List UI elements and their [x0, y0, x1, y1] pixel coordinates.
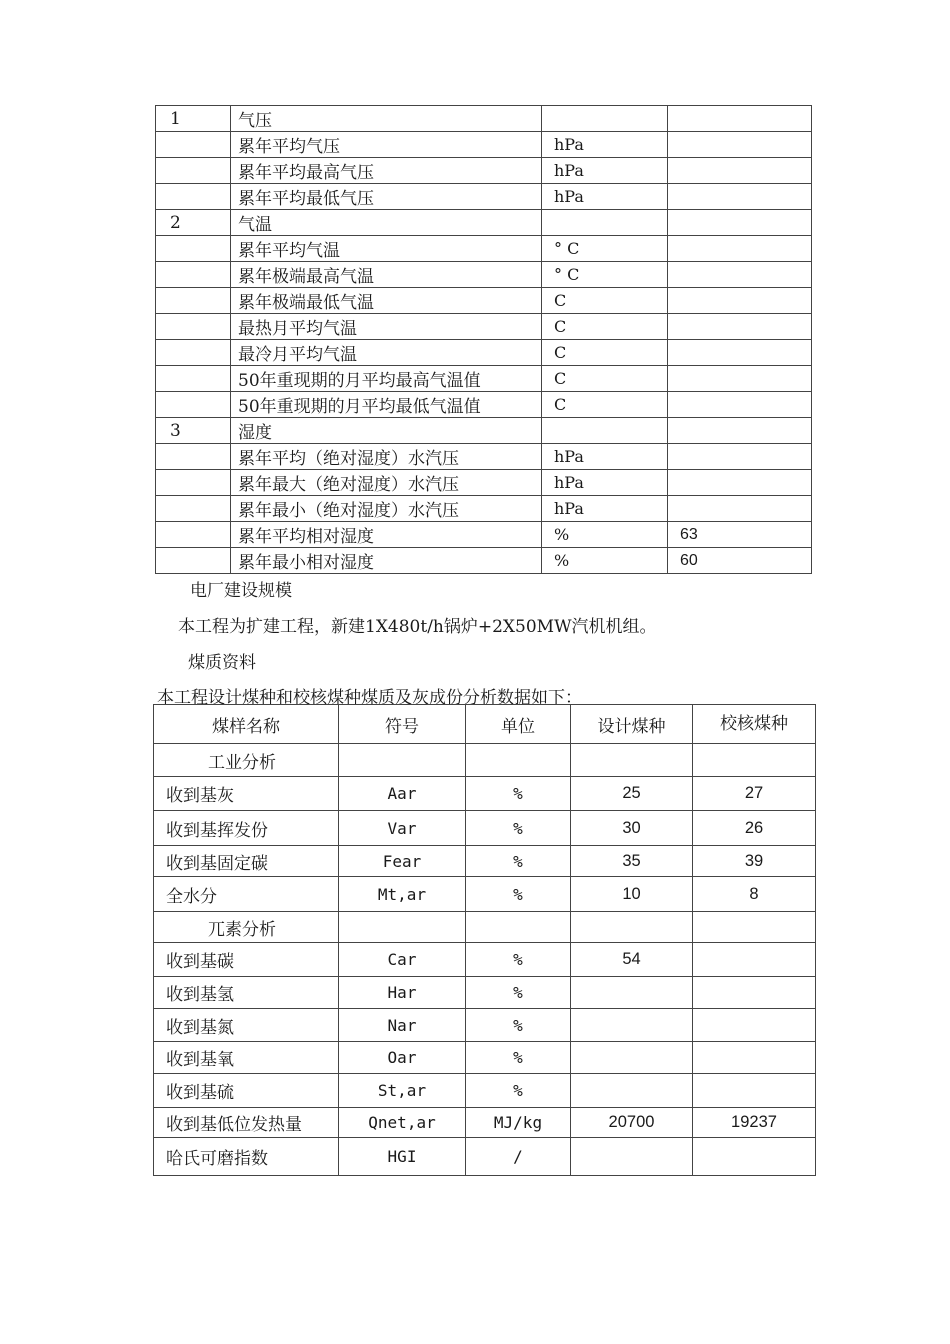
- check-coal-value: 26: [693, 811, 816, 846]
- parameter-unit: [542, 106, 668, 132]
- sample-name: 收到基低位发热量: [154, 1108, 339, 1138]
- parameter-unit: hPa: [542, 132, 668, 158]
- parameter-value: [668, 236, 812, 262]
- table-row: [156, 418, 812, 444]
- parameter-unit: %: [542, 548, 668, 574]
- unit-cell: [466, 744, 571, 777]
- design-coal-value: [571, 1074, 693, 1108]
- header-symbol: 符号: [339, 705, 466, 744]
- table-row: [156, 548, 812, 574]
- symbol-cell: Aar: [339, 777, 466, 811]
- symbol-cell: Fear: [339, 846, 466, 877]
- coal-intro-text: 本工程设计煤种和校核煤种煤质及灰成份分析数据如下：: [157, 688, 582, 708]
- parameter-name: 最热月平均气温: [231, 314, 542, 340]
- parameter-name: 最冷月平均气温: [231, 340, 542, 366]
- row-number: [156, 366, 231, 392]
- parameter-value: [668, 158, 812, 184]
- parameter-unit: C: [542, 314, 668, 340]
- sample-name: 收到基固定碳: [154, 846, 339, 877]
- table-row: [156, 106, 812, 132]
- climate-parameters-table: [155, 105, 812, 574]
- check-coal-value: [693, 1074, 816, 1108]
- symbol-cell: [339, 744, 466, 777]
- sample-name: 收到基碳: [154, 943, 339, 977]
- row-number: [156, 496, 231, 522]
- analysis-group-label: 工业分析: [154, 744, 339, 777]
- table-row: [154, 977, 816, 1009]
- symbol-cell: Mt,ar: [339, 877, 466, 912]
- parameter-value: [668, 392, 812, 418]
- sample-name: 收到基挥发份: [154, 811, 339, 846]
- parameter-name: 50年重现期的月平均最低气温值: [231, 392, 542, 418]
- unit-cell: [466, 912, 571, 943]
- table-row: [154, 1009, 816, 1042]
- parameter-name: 湿度: [231, 418, 542, 444]
- parameter-unit: %: [542, 522, 668, 548]
- parameter-name: 累年平均最低气压: [231, 184, 542, 210]
- parameter-name: 50年重现期的月平均最高气温值: [231, 366, 542, 392]
- unit-cell: %: [466, 877, 571, 912]
- parameter-name: 累年最大（绝对湿度）水汽压: [231, 470, 542, 496]
- parameter-value: [668, 340, 812, 366]
- design-coal-value: 10: [571, 877, 693, 912]
- design-coal-value: [571, 912, 693, 943]
- parameter-unit: ° C: [542, 236, 668, 262]
- row-number: [156, 158, 231, 184]
- parameter-unit: C: [542, 392, 668, 418]
- sample-name: 收到基氢: [154, 977, 339, 1009]
- table-row: [156, 340, 812, 366]
- parameter-value: [668, 366, 812, 392]
- row-number: [156, 288, 231, 314]
- coal-table-header-row: [154, 705, 816, 744]
- design-coal-value: [571, 1138, 693, 1176]
- parameter-name: 累年平均（绝对湿度）水汽压: [231, 444, 542, 470]
- row-number: [156, 548, 231, 574]
- parameter-value: 63: [668, 522, 812, 548]
- table-row: [156, 470, 812, 496]
- row-number: [156, 340, 231, 366]
- sample-name: 收到基氧: [154, 1042, 339, 1074]
- table-row: [154, 777, 816, 811]
- parameter-name: 气温: [231, 210, 542, 236]
- sample-name: 收到基氮: [154, 1009, 339, 1042]
- parameter-name: 累年最小（绝对湿度）水汽压: [231, 496, 542, 522]
- row-number: [156, 236, 231, 262]
- unit-cell: %: [466, 943, 571, 977]
- check-coal-value: 27: [693, 777, 816, 811]
- design-coal-value: 54: [571, 943, 693, 977]
- table-row: [154, 1138, 816, 1176]
- symbol-cell: Nar: [339, 1009, 466, 1042]
- symbol-cell: Oar: [339, 1042, 466, 1074]
- parameter-value: [668, 132, 812, 158]
- parameter-unit: C: [542, 340, 668, 366]
- parameter-value: [668, 470, 812, 496]
- table-row: [154, 943, 816, 977]
- symbol-cell: Qnet,ar: [339, 1108, 466, 1138]
- design-coal-value: [571, 977, 693, 1009]
- parameter-unit: [542, 210, 668, 236]
- parameter-name: 累年极端最高气温: [231, 262, 542, 288]
- plant-scale-text: 本工程为扩建工程，新建1X480t/h锅炉+2X50MW汽机机组。: [178, 617, 657, 637]
- table-row: [156, 366, 812, 392]
- analysis-group-label: 兀素分析: [154, 912, 339, 943]
- parameter-value: [668, 314, 812, 340]
- row-number: [156, 184, 231, 210]
- unit-cell: %: [466, 1009, 571, 1042]
- parameter-value: [668, 262, 812, 288]
- coal-quality-table: [153, 704, 816, 1176]
- table-row: [156, 314, 812, 340]
- design-coal-value: 30: [571, 811, 693, 846]
- row-number: [156, 470, 231, 496]
- table-row: [154, 811, 816, 846]
- row-number: [156, 522, 231, 548]
- design-coal-value: [571, 1042, 693, 1074]
- parameter-unit: [542, 418, 668, 444]
- parameter-unit: hPa: [542, 184, 668, 210]
- sample-name: 全水分: [154, 877, 339, 912]
- unit-cell: %: [466, 811, 571, 846]
- unit-cell: %: [466, 846, 571, 877]
- unit-cell: %: [466, 977, 571, 1009]
- design-coal-value: [571, 1009, 693, 1042]
- unit-cell: %: [466, 1074, 571, 1108]
- check-coal-value: [693, 943, 816, 977]
- parameter-name: 累年极端最低气温: [231, 288, 542, 314]
- sample-name: 收到基灰: [154, 777, 339, 811]
- symbol-cell: Var: [339, 811, 466, 846]
- table-row: [156, 236, 812, 262]
- row-number: [156, 444, 231, 470]
- table-row: [156, 158, 812, 184]
- parameter-value: [668, 184, 812, 210]
- check-coal-value: [693, 977, 816, 1009]
- header-design-coal: 设计煤种: [571, 705, 693, 744]
- parameter-name: 累年平均气压: [231, 132, 542, 158]
- table-row: [156, 210, 812, 236]
- parameter-name: 累年平均气温: [231, 236, 542, 262]
- table-row: [156, 262, 812, 288]
- parameter-value: 60: [668, 548, 812, 574]
- parameter-value: [668, 444, 812, 470]
- row-number: 1: [156, 106, 231, 132]
- parameter-value: [668, 106, 812, 132]
- check-coal-value: [693, 1009, 816, 1042]
- check-coal-value: 8: [693, 877, 816, 912]
- table-row: [154, 744, 816, 777]
- parameter-value: [668, 288, 812, 314]
- table-row: [154, 877, 816, 912]
- header-unit: 单位: [466, 705, 571, 744]
- section-title-coal-data: 煤质资料: [188, 653, 256, 673]
- symbol-cell: Car: [339, 943, 466, 977]
- table-row: [156, 444, 812, 470]
- parameter-value: [668, 210, 812, 236]
- parameter-name: 气压: [231, 106, 542, 132]
- parameter-name: 累年平均最高气压: [231, 158, 542, 184]
- table-row: [156, 496, 812, 522]
- sample-name: 收到基硫: [154, 1074, 339, 1108]
- unit-cell: /: [466, 1138, 571, 1176]
- symbol-cell: [339, 912, 466, 943]
- parameter-unit: hPa: [542, 470, 668, 496]
- row-number: [156, 392, 231, 418]
- check-coal-value: [693, 912, 816, 943]
- table-row: [156, 132, 812, 158]
- table-row: [156, 184, 812, 210]
- design-coal-value: 35: [571, 846, 693, 877]
- parameter-unit: ° C: [542, 262, 668, 288]
- table-row: [156, 522, 812, 548]
- row-number: [156, 262, 231, 288]
- unit-cell: %: [466, 777, 571, 811]
- sample-name: 哈氏可磨指数: [154, 1138, 339, 1176]
- table-row: [154, 1108, 816, 1138]
- header-check-coal: 校核煤种: [693, 705, 816, 744]
- parameter-unit: C: [542, 288, 668, 314]
- check-coal-value: 19237: [693, 1108, 816, 1138]
- parameter-value: [668, 418, 812, 444]
- section-title-plant-scale: 电厂建设规模: [190, 581, 292, 601]
- table-row: [154, 912, 816, 943]
- symbol-cell: HGI: [339, 1138, 466, 1176]
- row-number: 2: [156, 210, 231, 236]
- table-row: [154, 1074, 816, 1108]
- check-coal-value: [693, 744, 816, 777]
- design-coal-value: 20700: [571, 1108, 693, 1138]
- climate-table-body: [156, 106, 812, 574]
- table-row: [156, 392, 812, 418]
- symbol-cell: St,ar: [339, 1074, 466, 1108]
- parameter-unit: hPa: [542, 496, 668, 522]
- parameter-unit: hPa: [542, 158, 668, 184]
- table-row: [154, 846, 816, 877]
- check-coal-value: 39: [693, 846, 816, 877]
- row-number: [156, 314, 231, 340]
- design-coal-value: [571, 744, 693, 777]
- unit-cell: MJ/kg: [466, 1108, 571, 1138]
- symbol-cell: Har: [339, 977, 466, 1009]
- parameter-unit: C: [542, 366, 668, 392]
- check-coal-value: [693, 1042, 816, 1074]
- check-coal-value: [693, 1138, 816, 1176]
- parameter-value: [668, 496, 812, 522]
- row-number: [156, 132, 231, 158]
- design-coal-value: 25: [571, 777, 693, 811]
- table-row: [156, 288, 812, 314]
- parameter-name: 累年最小相对湿度: [231, 548, 542, 574]
- table-row: [154, 1042, 816, 1074]
- row-number: 3: [156, 418, 231, 444]
- parameter-unit: hPa: [542, 444, 668, 470]
- parameter-name: 累年平均相对湿度: [231, 522, 542, 548]
- header-sample-name: 煤样名称: [154, 705, 339, 744]
- unit-cell: %: [466, 1042, 571, 1074]
- coal-table-body: [154, 744, 816, 1176]
